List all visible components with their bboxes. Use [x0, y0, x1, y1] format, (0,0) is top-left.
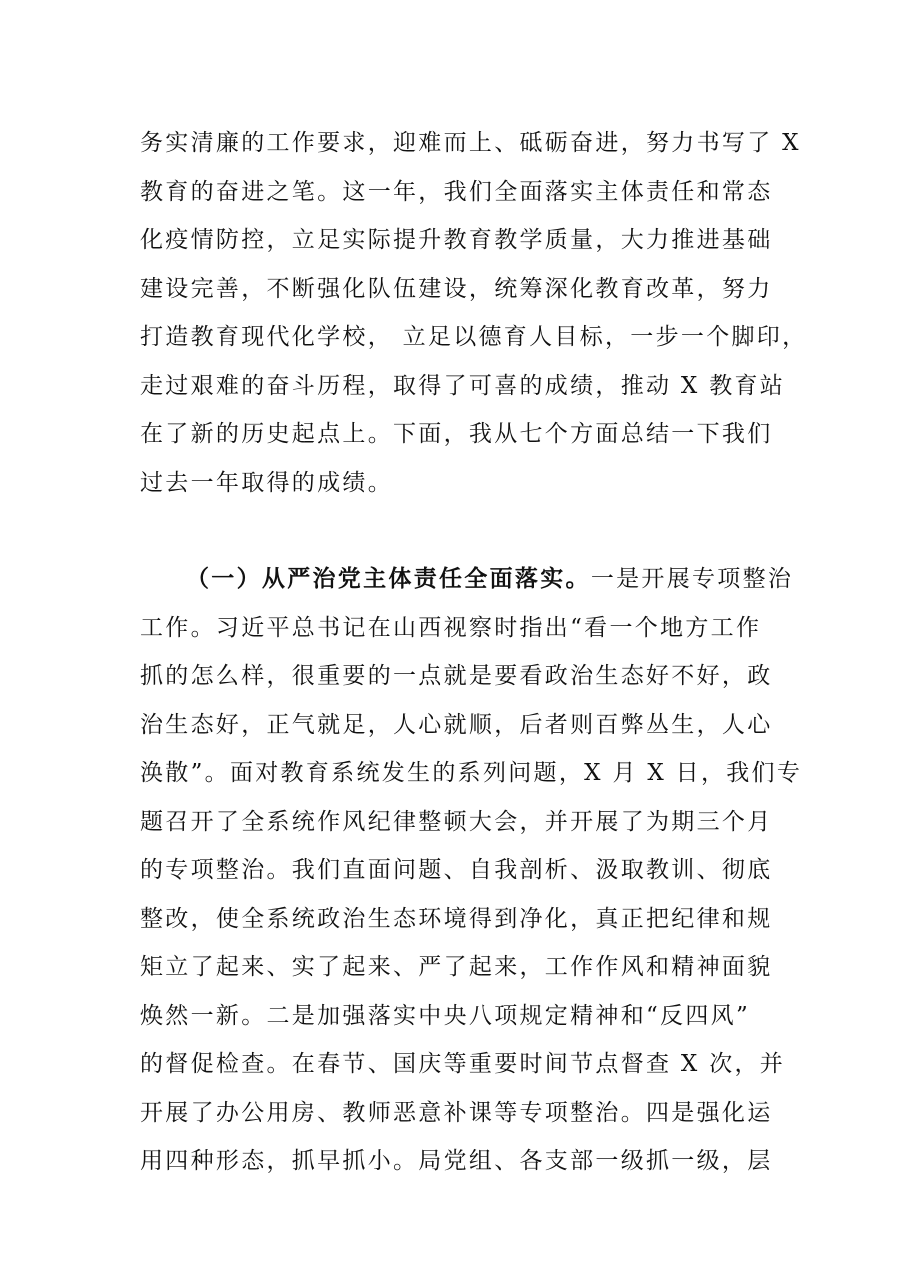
text-line: 的督促检查。在春节、国庆等重要时间节点督查 X 次，并: [140, 1051, 786, 1077]
text-line: 务实清廉的工作要求，迎难而上、砥砺奋进，努力书写了 X: [140, 130, 801, 156]
text-line: 建设完善，不断强化队伍建设，统筹深化教育改革，努力: [140, 275, 773, 302]
paragraph-1: [140, 119, 808, 507]
text-line: 治生态好，正气就足，人心就顺，后者则百弊丛生，人心: [140, 711, 773, 738]
text-line: 化疫情防控，立足实际提升教育教学质量，大力推进基础: [140, 227, 773, 253]
text-line: 的专项整治。我们直面问题、自我剖析、汲取教训、彻底: [140, 857, 773, 883]
section-heading-line: [140, 555, 794, 604]
text-line-rest: 一是开展专项整治: [590, 566, 794, 592]
paragraph-2: [140, 555, 803, 1186]
text-line: 过去一年取得的成绩。: [140, 469, 393, 496]
section-heading: （一）从严治党主体责任全面落实。: [186, 565, 591, 592]
text-line: 抓的怎么样，很重要的一点就是要看政治生态好不好，政: [140, 663, 773, 689]
text-line: 教育的奋进之笔。这一年，我们全面落实主体责任和常态: [140, 178, 773, 205]
text-line: 涣散”。面对教育系统发生的系列问题，X 月 X 日，我们专: [140, 760, 803, 786]
document-body: [140, 119, 808, 1186]
text-line: 打造教育现代化学校， 立足以德育人目标，一步一个脚印，: [140, 324, 808, 350]
text-line: 走过艰难的奋斗历程，取得了可喜的成绩，推动 X 教育站: [140, 372, 786, 399]
text-line: 工作。习近平总书记在山西视察时指出“看一个地方工作: [140, 614, 762, 641]
text-line: 题召开了全系统作风纪律整顿大会，并开展了为期三个月: [140, 808, 773, 835]
text-line: 开展了办公用房、教师恶意补课等专项整治。四是强化运: [140, 1099, 773, 1126]
text-line: 焕然一新。二是加强落实中央八项规定精神和“反四风”: [140, 1002, 751, 1029]
text-line: 整改，使全系统政治生态环境得到净化，真正把纪律和规: [140, 905, 773, 932]
paragraph-spacer: [140, 507, 790, 555]
text-line: 在了新的历史起点上。下面，我从七个方面总结一下我们: [140, 421, 773, 447]
text-line: 矩立了起来、实了起来、严了起来，工作作风和精神面貌: [140, 954, 773, 980]
text-line: 用四种形态，抓早抓小。局党组、各支部一级抓一级，层: [140, 1148, 773, 1174]
